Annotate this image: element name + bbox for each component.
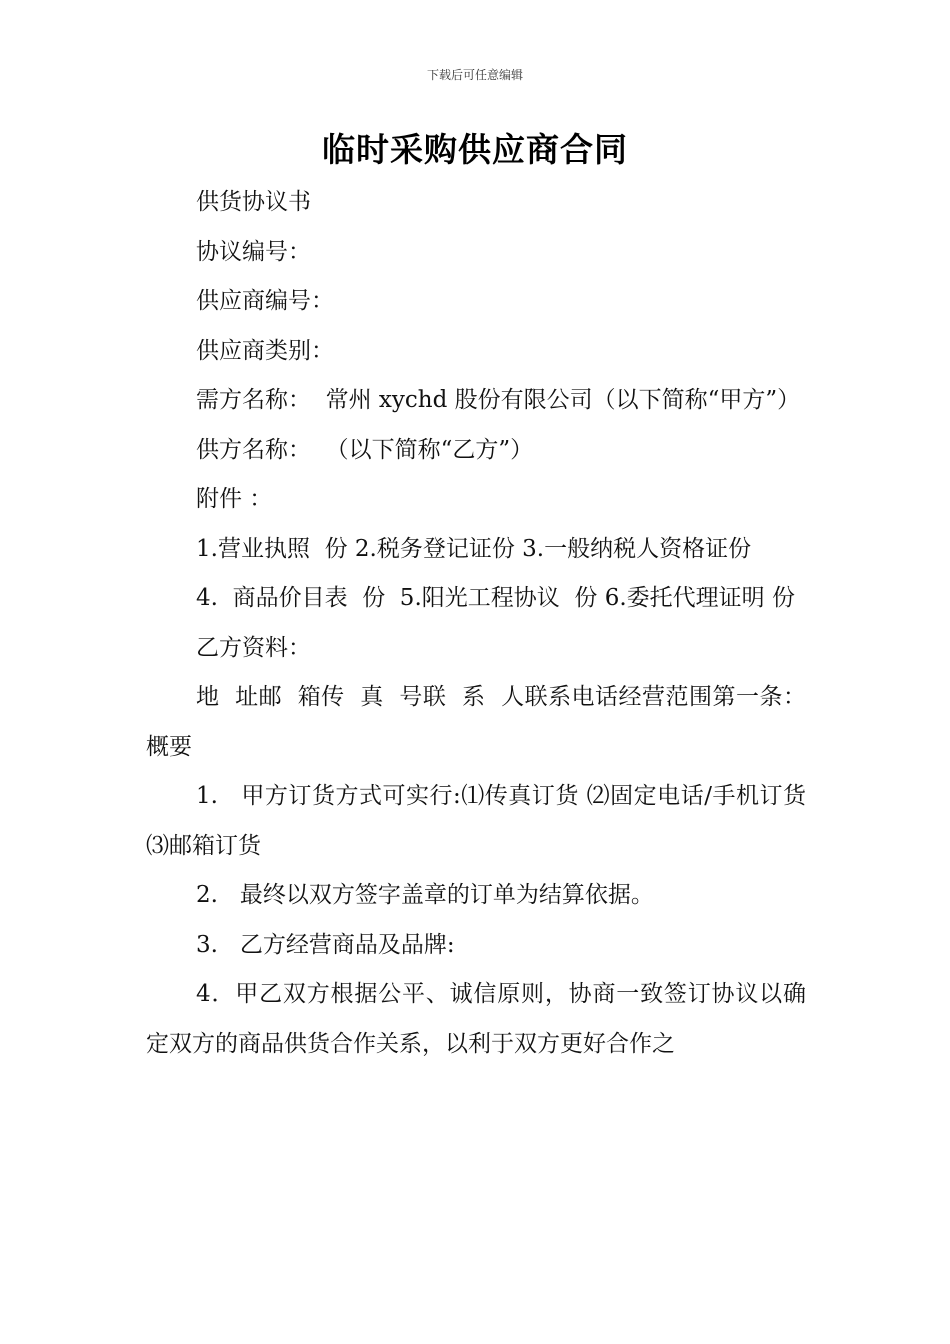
paragraph-party-b-info: 乙方资料：: [196, 634, 311, 661]
paragraph-supplier-name: 供方名称： （以下简称“乙方”）: [196, 436, 534, 463]
paragraph-clause-1: 1. 甲方订货方式可实行:⑴传真订货 ⑵固定电话/手机订货 ⑶邮箱订货: [146, 783, 814, 859]
paragraph-attachment-list-1: 1.营业执照 份 2.税务登记证份 3.一般纳税人资格证份: [196, 535, 752, 562]
paragraph-clause-3: 3. 乙方经营商品及品牌:: [196, 931, 455, 958]
paragraph-supplier-category: 供应商类别：: [196, 337, 334, 364]
paragraph-attachments: 附件 ：: [196, 486, 273, 512]
paragraph-buyer-name: 需方名称： 常州 xychd 股份有限公司（以下简称“甲方”）: [196, 387, 801, 413]
paragraph-attachment-list-2: 4. 商品价目表 份 5.阳光工程协议 份 6.委托代理证明 份: [196, 585, 795, 611]
page-header-note: 下载后可任意编辑: [426, 68, 523, 82]
paragraph-agreement-number: 协议编号：: [196, 238, 311, 265]
paragraph-clause-2: 2. 最终以双方签字盖章的订单为结算依据。: [196, 882, 654, 908]
paragraph-clause-4: 4．甲乙双方根据公平、诚信原则，协商一致签订协议以确定双方的商品供货合作关系，以利于双方更好合作之: [146, 981, 806, 1057]
document-title: 临时采购供应商合同: [322, 130, 628, 169]
paragraph-agreement-heading: 供货协议书: [196, 189, 311, 215]
paragraph-supplier-number: 供应商编号：: [196, 288, 334, 314]
document-body: [146, 178, 814, 1069]
paragraph-contact-fields: 地 址邮 箱传 真 号联 系 人联系电话经营范围第一条：概要: [146, 684, 806, 760]
